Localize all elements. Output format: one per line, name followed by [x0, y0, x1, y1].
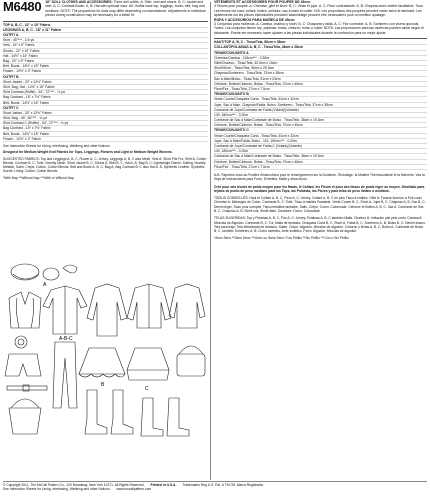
- fabric-row-label: TOP A, B, C - 22" x 15" Fabric: [3, 22, 51, 27]
- suggested-fabrics: SUGGESTED FABRICS: Top and Leggings A, B, C, Flower A, C: Jersey. Leggings A, B, C also Mesh. Vest A: Short Pile Fur. Shirt A: Cotton Blends. Contrast B, C: Tulle, Novelty Mesh. Short Jacket B, C, Shorts A, Skirt B, C, Hat A, B, Bag B, C: Lightweight Denim, Suiting, Novelty Metallic, Satin, Crepe, Cotton, Cotton Blends. Belt and Boots A, B, C, Bag A, Bag Contrast B, C also Hat A, B: Synthetic Leather, Synthetic Suede. Lining: Cotton, Cotton Blends.: [3, 156, 207, 174]
- fabric-row-label: Jupe, Sac à Main/Falda, Bolso - 115, 150cm*** - 0.20m: [214, 138, 297, 143]
- flower-drawing: [15, 336, 27, 348]
- technical-drawings: [3, 258, 208, 458]
- fabric-row-label: 140, 180cm*** - 0.20m: [214, 149, 249, 154]
- french-spanish-column: [214, 0, 427, 241]
- fabric-row-label: TENUE/CONJUNTO C: [214, 128, 249, 133]
- spanish-text: 3 Conjuntos para muñecas. A: Camisa, chaleco y short. B, C: Chaqueta y falda. A, C: Flor contraste. A, B: Sombrero con visera opcional. Todos: Los conjuntos tienen top, polainas, botas, cinturón, bolso y collar. NOTA: Las proporciones para las muñecas pueden variar según el fabricante. Puede ser necesario hacer ajustes a las piezas individuales durante la confección para un mejor ajuste.: [214, 22, 424, 35]
- fabric-row-label: Bag Contrast - 15" x 7½" Fabric: [3, 126, 51, 131]
- fabric-row-label: Ceinture, Bottes/Cinturón, Botas - Tissu/Tela, 37cm x 45cm: [214, 81, 303, 86]
- fabric-row-label: Flower - 10½" x 3" Fabric: [3, 69, 42, 74]
- designed-for: Designed for Medium Weight Knit Fabrics for Tops, Leggings, Flowers and Light or Medium Weight Wovens.: [3, 150, 173, 155]
- pattern-number: M6480: [3, 0, 42, 14]
- jacket-back-drawing: [169, 284, 205, 328]
- copyright: © Copyright 2011, The McCall Pattern Co., 120 Broadway, New York 10271. All Rights Reserved.: [3, 483, 145, 487]
- boots-drawing: [85, 390, 189, 436]
- fabric-row-label: Bag - 20" x 9" Fabric: [3, 59, 35, 63]
- english-column: [3, 0, 208, 180]
- label-abc: A-B-C: [59, 336, 73, 342]
- fabric-row-label: Belt, Boots - 14½" x 18" Fabric: [3, 64, 50, 69]
- intro-text: Three doll outfits. A: Shirt, vest and shorts. B, C: Jacket and skirt. A, C: Contrast flower. A, B: Hat with optional visor. All: Outfits have top, leggings, boots, belt, bag and necklace. NOTE: The proportions for dolls may differ depending on manufacturer. Adjustments to individual pieces during construction may be necessary for a better fit.: [45, 0, 206, 18]
- fabric-row-label: Chapeau/Sombrero - Tissu/Tela, 37cm x 38cm: [214, 71, 284, 76]
- fabric-row-label: Skirt Contrast (Ruffle) - 54", 72"*** - ⅛ yd: [3, 90, 65, 95]
- fabric-row-label: Contraste de Sac à Main/Contraste de Bolso - Tissu/Tela, 38cm x 19.3cm: [214, 118, 325, 123]
- nb-text: N.B. Reportez-vous au Feuillet d'instructions pour le renseignement sur la Doublure, l'Entoilage, la Matière Thermocollante et la Mercerie. Vea la Hoja de Instrucciones para Forro, Entretela, Malla y otros Avíos.: [214, 172, 425, 182]
- fabric-row-label: Contraste de Sac à Main/Contraste de Bolso - Tissu/Tela, 38cm x 19.3cm: [214, 154, 325, 159]
- fabric-row-label: Contraste de Jupe/Contraste de Falda (Volant)/(Volante): [214, 107, 299, 112]
- label-a: A: [43, 282, 47, 288]
- fabric-row-label: Belt, Boots - 14½" x 18" Fabric: [3, 100, 50, 105]
- shorts-drawing: [5, 354, 41, 376]
- vest-drawing: [9, 292, 41, 328]
- label-c: C: [145, 386, 149, 392]
- fabric-row-label: Contraste de Jupe/Contraste de Falda C (Volant)/(Volante): [214, 144, 303, 149]
- fabric-row-label: Short Jacket - 20" x 12½" Fabric: [3, 79, 52, 84]
- fabric-row-label: LEGGINGS A, B, C - 18" x 11" Fabric: [3, 27, 62, 32]
- fabric-row-label: COLLANT/POLAINAS A, B, C - Tissu/Tela, 46cm x 28cm: [214, 45, 303, 50]
- fabric-row-label: TENUE/CONJUNTO A: [214, 50, 249, 55]
- skirt-c-drawing: [127, 348, 169, 380]
- fabric-row-label: Gilet/Chaleco - Tissu/Tela, 40.5cm x 15cm: [214, 61, 278, 66]
- telas-text: TELAS SUGERIDAS: Top y Polainas A, B, C, Flor A, C: Jersey. Polainas A, B, C también Malla. Chaleco A: Imitación piel pelo corto. Camisa A: Mezclas de Algodón. Contraste B, C: Tul, Malla de fantasía. Chaqueta Corta B, C, Short A, Falda B, C, Sombrero A, B, Bolso B, C: Denim liviano, Tela para traje, Tela Metalizada de fantasía, Satén, Crepé, Algodón, Mezclas de algodón. Cinturón y Botas A, B, C, Bolso A, Contraste de Bolso B, C, también Sombrero A, B: Cuero sintético, Ante sintético. Forro: Algodón, Mezclas de algodón.: [214, 216, 426, 234]
- fabric-row: [214, 165, 427, 170]
- french-text: 3 Tenues pour poupée. A: Chemise, gilet et short. B, C: Veste et jupe. A, C: Fleur contrastante. A, B: Chapeau avec visière facultative. Tous: Les tenues ont haut, collant, bottes, ceinture, sac à main et collier. N.B: Les proportions des poupées peuvent varier selon le fabricant. Les ajustements sur les pièces individuelles pendant l'assemblage peuvent être nécessaires pour un meilleur ajustage.: [214, 4, 424, 18]
- nap-note-fr-es: *Avec Sens **Sans Sens ***Avec ou Sans Sens *Con Pelillo **Sin Pelillo ***Con o Sin Pelillo: [214, 236, 349, 241]
- skirt-drawing: [79, 348, 125, 377]
- fabric-row-label: TENUE/CONJUNTO B: [214, 92, 249, 97]
- interfacing-note: See Instruction Sheets for Lining, Interfacing, Webbing and other Notions.: [3, 144, 111, 148]
- fabric-row-label: OUTFIT B: [3, 74, 19, 79]
- fabric-row-label: Sac à Main/Bolso - Tissu/Tela, 51cm x 23cm: [214, 76, 281, 81]
- fabric-row-label: Veste Courte/Chaqueta Corta - Tissu/Tela, 51cm x 32cm: [214, 133, 299, 138]
- fabric-row-label: Skirt Contrast C (Ruffle) - 54", 72"*** - ⅛ yd: [3, 121, 69, 126]
- fabric-row-label: Flower - 10½" x 3" Fabric: [3, 136, 42, 141]
- fabric-table: [3, 21, 208, 142]
- nap-note: *With Nap **Without Nap ***With or Without Nap: [3, 175, 74, 180]
- shirt-drawing: [43, 286, 87, 334]
- fabric-row-label: Vest - 16" x 6" Fabric: [3, 43, 35, 48]
- fabric-row-label: Chemise/Camisa - 115cm*** - 0.30m: [214, 55, 270, 60]
- fabric-row-label: Ceinture, Bottes/Cinturón, Botas - Tissu/Tela, 37cm x 45cm: [214, 159, 303, 164]
- belt-drawing: [7, 385, 47, 391]
- header: [3, 0, 208, 18]
- fabric-table-metric: [214, 38, 427, 170]
- leggings-drawing: [53, 342, 77, 408]
- printed: Printed in U.S.A.: [150, 483, 177, 487]
- fabric-row-label: HAUT/TOP A, B, C - Tissu/Tela, 56cm x 38cm: [214, 40, 286, 45]
- fabric-row-label: Short Jacket - 20" x 12½" Fabric: [3, 110, 52, 115]
- fabric-row-label: Bag Contrast - 15" x 7½" Fabric: [3, 95, 51, 100]
- fabric-row-label: Fleur/Flor - Tissu/Tela, 27cm x 7.5cm: [214, 86, 270, 91]
- fabric-row-label: OUTFIT C: [3, 105, 19, 110]
- fabric-row: [3, 137, 208, 142]
- hat-drawing: [11, 264, 77, 280]
- intro-title: 18" DOLL CLOTHES AND ACCESSORIES:: [45, 0, 113, 4]
- tissus-text: TISSUS CONSEILLÉS: Haut et Collant A, B, C, Fleur A, C: Jersey. Collant A, B, C en plus Tissu à mailles. Gilet A: Fausse fourrure à Poil court. Chemise A: Mélanges de Coton. Contraste B, C: Tulle, Tissu à mailles Fantaisie. Veste Courte B, C, Short A, Jupe B, C, Chapeau A, B, Sac B, C: Denim léger, Tissu pour complet, Tissu métallisé fantaisie, Satin, Crêpe, Coton, Cotonnade. Ceinture et Bottes A, B, C, Sac A, Contraste de Sac B, C, Chapeau A, B: Simili cuir, Simili daim. Doublure: Coton, Cotonnade.: [214, 196, 426, 213]
- bag-b-drawing: [9, 399, 41, 434]
- trademarks: Trademarks Reg U.S. Pat. & TM Off. Marca Registrada.: [182, 483, 264, 487]
- intro: [45, 0, 208, 18]
- footer: [3, 481, 427, 491]
- fabric-row-label: 140, 180cm*** - 0.20m: [214, 112, 249, 117]
- french-title: VÊTEMENTS ET ACCESSOIRES POUR POUPÉE DE 45cm:: [214, 0, 311, 4]
- jacket-drawing: [127, 284, 171, 328]
- spanish-title: ROPA Y ACCESORIOS PARA MUÑECA DE 45cm:: [214, 17, 295, 22]
- fabric-row-label: Skirt, Bag, Hat - 14½" x 15" Fabric: [3, 84, 55, 89]
- label-b: B: [101, 382, 105, 388]
- website[interactable]: www.mccallpattern.com: [116, 487, 152, 492]
- column-divider: [210, 2, 211, 480]
- fabric-row-label: Fleur/Flor - Tissu/Tela, 27cm x 7.5cm: [214, 164, 270, 169]
- cree-text: Créé pour des tricots de poids moyen pour les Hauts, le Collant, les Fleurs et pour des tissus de poids léger ou moyen. Diseñado para tejidos de punto de peso mediano para los Tops, las Polainas, las Flores y para telas de peso liviano o mediano.: [214, 184, 425, 193]
- fabric-row-label: Jupe, Sac à Main, Chapeau/Falda, Bolso, Sombrero - Tissu/Tela, 37cm x 38cm: [214, 102, 333, 107]
- fabric-row-label: Ceinture, Bottes/Cinturón, Botas - Tissu/Tela, 37cm x 45cm: [214, 123, 303, 128]
- fabric-row-label: Belt, Boots - 14½" x 18" Fabric: [3, 131, 50, 136]
- fabric-row-label: Shirt - 45"*** - 1/4 yd: [3, 38, 35, 43]
- fabric-row-label: Veste Courte/Chaqueta Corta - Tissu/Tela, 51cm x 32cm: [214, 97, 299, 102]
- bag-drawing: [177, 346, 205, 376]
- fabric-row-label: Short/Short - Tissu/Tela, 56cm x 25.5cm: [214, 66, 275, 71]
- fabric-row-label: Hat - 14½" x 15" Fabric: [3, 53, 39, 58]
- fabric-row-label: OUTFIT A: [3, 33, 19, 38]
- fabric-row-label: Shorts - 22" x 10" Fabric: [3, 48, 40, 53]
- top-drawing: [87, 284, 127, 336]
- footer-instruction: See Instruction Sheets for Lining, Interfacing, Webbing and other Notions.: [3, 487, 111, 492]
- fabric-row-label: Skirt, Bag - 45", 60"*** - ⅛ yd: [3, 116, 47, 121]
